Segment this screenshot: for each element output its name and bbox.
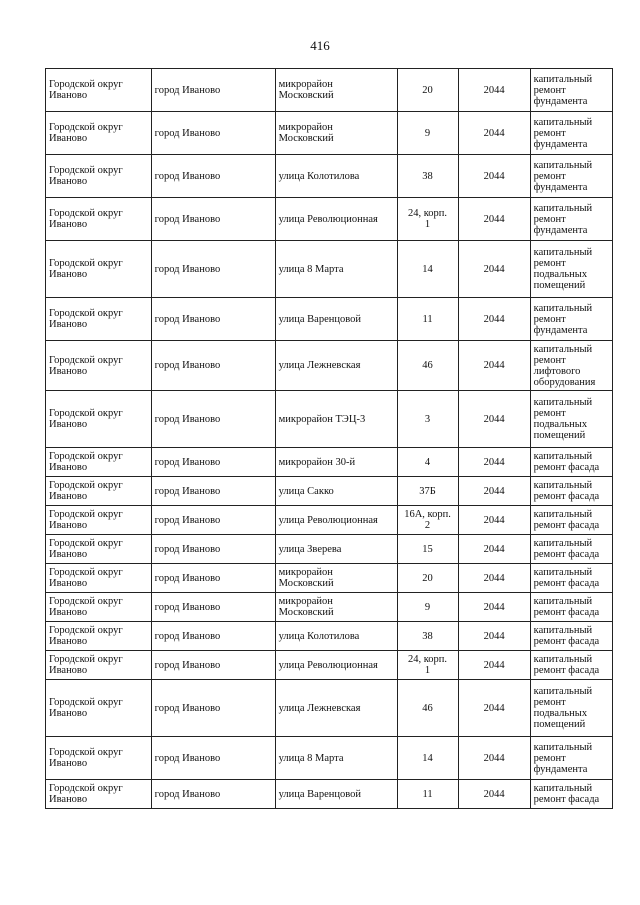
house-number-cell-text: 46: [422, 360, 433, 371]
year-cell: [458, 69, 530, 112]
table-row: [46, 341, 613, 391]
house-number-cell-text: 37Б: [419, 485, 436, 497]
street-cell-text: микрорайон Московский: [278, 567, 334, 589]
city-cell: [151, 391, 275, 448]
year-cell: [458, 391, 530, 448]
municipality-cell-text: Городской округ Иваново: [49, 538, 123, 560]
municipality-cell: [46, 737, 152, 780]
city-cell-text: город Иваново: [154, 127, 221, 139]
municipality-cell-text: Городской округ Иваново: [49, 567, 123, 589]
house-number-cell: [397, 651, 458, 680]
city-cell: [151, 535, 275, 564]
municipality-cell-text: Городской округ Иваново: [49, 408, 123, 430]
street-cell-text: улица Революционная: [278, 213, 378, 225]
house-number-cell-text: 20: [422, 572, 433, 584]
street-cell-text: микрорайон Московский: [278, 79, 334, 101]
municipality-cell: [46, 477, 152, 506]
work-type-cell: [530, 391, 612, 448]
year-cell: [458, 593, 530, 622]
work-type-cell-text: капитальный ремонт подвальных помещений: [533, 686, 593, 730]
year-cell-text: 2044: [483, 601, 505, 613]
city-cell: [151, 477, 275, 506]
house-number-cell: [397, 155, 458, 198]
city-cell-text: город Иваново: [154, 514, 221, 526]
city-cell-text: город Иваново: [154, 485, 221, 497]
work-type-cell-text: капитальный ремонт лифтового оборудования: [533, 343, 596, 388]
street-cell-text: микрорайон Московский: [278, 596, 334, 618]
city-cell-text: город Иваново: [154, 543, 221, 555]
city-cell: [151, 298, 275, 341]
year-cell: [458, 112, 530, 155]
street-cell: [275, 622, 397, 651]
house-number-cell-text: 16А, корп. 2: [404, 509, 451, 531]
year-cell: [458, 448, 530, 477]
street-cell-text: улица Революционная: [278, 659, 378, 671]
year-cell: [458, 651, 530, 680]
work-type-cell-text: капитальный ремонт фасада: [533, 538, 600, 560]
work-type-cell-text: капитальный ремонт фундамента: [533, 741, 593, 775]
house-number-cell: [397, 298, 458, 341]
work-type-cell-text: капитальный ремонт фасада: [533, 480, 600, 502]
municipality-cell-text: Городской округ Иваново: [49, 165, 123, 187]
municipality-cell-text: Городской округ Иваново: [49, 354, 123, 377]
year-cell-text: 2044: [483, 360, 505, 371]
street-cell: [275, 241, 397, 298]
work-type-cell-text: капитальный ремонт фундамента: [533, 116, 593, 150]
table-row: [46, 391, 613, 448]
municipality-cell: [46, 341, 152, 391]
street-cell: [275, 780, 397, 809]
registry-table-body: [46, 69, 613, 809]
street-cell-text: микрорайон ТЭЦ-3: [278, 413, 366, 425]
year-cell: [458, 737, 530, 780]
city-cell: [151, 448, 275, 477]
work-type-cell: [530, 198, 612, 241]
municipality-cell-text: Городской округ Иваново: [49, 258, 123, 280]
municipality-cell-text: Городской округ Иваново: [49, 208, 123, 230]
street-cell-text: улица 8 Марта: [278, 263, 344, 275]
municipality-cell-text: Городской округ Иваново: [49, 654, 123, 676]
street-cell-text: улица Варенцовой: [278, 788, 361, 800]
street-cell: [275, 680, 397, 737]
city-cell-text: город Иваново: [154, 788, 221, 800]
house-number-cell-text: 46: [422, 702, 433, 714]
year-cell-text: 2044: [483, 485, 505, 497]
street-cell: [275, 448, 397, 477]
municipality-cell-text: Городской округ Иваново: [49, 625, 123, 647]
work-type-cell: [530, 241, 612, 298]
city-cell-text: город Иваново: [154, 413, 221, 425]
house-number-cell: [397, 69, 458, 112]
house-number-cell: [397, 198, 458, 241]
street-cell-text: улица Зверева: [278, 543, 342, 555]
house-number-cell-text: 15: [422, 543, 433, 555]
city-cell-text: город Иваново: [154, 456, 221, 468]
year-cell-text: 2044: [483, 84, 505, 96]
work-type-cell: [530, 112, 612, 155]
year-cell: [458, 535, 530, 564]
table-row: [46, 506, 613, 535]
house-number-cell: [397, 391, 458, 448]
house-number-cell: [397, 241, 458, 298]
municipality-cell: [46, 448, 152, 477]
work-type-cell-text: капитальный ремонт подвальных помещений: [533, 397, 593, 441]
table-row: [46, 651, 613, 680]
municipality-cell-text: Городской округ Иваново: [49, 596, 123, 618]
work-type-cell: [530, 341, 612, 391]
year-cell: [458, 506, 530, 535]
year-cell-text: 2044: [483, 456, 505, 468]
city-cell: [151, 564, 275, 593]
street-cell: [275, 506, 397, 535]
street-cell: [275, 535, 397, 564]
street-cell: [275, 477, 397, 506]
municipality-cell-text: Городской округ Иваново: [49, 122, 123, 144]
street-cell: [275, 593, 397, 622]
street-cell-text: улица 8 Марта: [278, 752, 344, 764]
work-type-cell: [530, 737, 612, 780]
street-cell: [275, 651, 397, 680]
year-cell-text: 2044: [483, 313, 505, 325]
work-type-cell-text: капитальный ремонт фасада: [533, 625, 600, 647]
house-number-cell: [397, 680, 458, 737]
city-cell: [151, 241, 275, 298]
work-type-cell: [530, 780, 612, 809]
year-cell: [458, 622, 530, 651]
street-cell-text: улица Лежневская: [278, 702, 361, 714]
house-number-cell-text: 20: [422, 84, 433, 96]
city-cell-text: город Иваново: [154, 702, 221, 714]
municipality-cell-text: Городской округ Иваново: [49, 509, 123, 531]
registry-table: [45, 68, 613, 809]
street-cell: [275, 155, 397, 198]
city-cell: [151, 651, 275, 680]
table-row: [46, 477, 613, 506]
year-cell-text: 2044: [483, 127, 505, 139]
work-type-cell-text: капитальный ремонт фасада: [533, 783, 600, 805]
house-number-cell: [397, 593, 458, 622]
table-row: [46, 198, 613, 241]
work-type-cell-text: капитальный ремонт фасада: [533, 596, 600, 618]
city-cell: [151, 341, 275, 391]
municipality-cell: [46, 535, 152, 564]
year-cell-text: 2044: [483, 572, 505, 584]
street-cell-text: улица Варенцовой: [278, 313, 361, 325]
house-number-cell-text: 24, корп. 1: [407, 654, 448, 676]
city-cell: [151, 155, 275, 198]
municipality-cell: [46, 506, 152, 535]
work-type-cell-text: капитальный ремонт фасада: [533, 654, 600, 676]
work-type-cell: [530, 651, 612, 680]
house-number-cell-text: 11: [422, 788, 433, 800]
city-cell-text: город Иваново: [154, 84, 221, 96]
year-cell-text: 2044: [483, 702, 505, 714]
house-number-cell: [397, 477, 458, 506]
work-type-cell: [530, 155, 612, 198]
house-number-cell: [397, 448, 458, 477]
year-cell: [458, 564, 530, 593]
house-number-cell-text: 14: [422, 752, 433, 764]
municipality-cell: [46, 155, 152, 198]
city-cell-text: город Иваново: [154, 263, 221, 275]
work-type-cell-text: капитальный ремонт фасада: [533, 451, 600, 473]
house-number-cell: [397, 341, 458, 391]
city-cell: [151, 69, 275, 112]
municipality-cell-text: Городской округ Иваново: [49, 451, 123, 473]
municipality-cell-text: Городской округ Иваново: [49, 697, 123, 719]
city-cell-text: город Иваново: [154, 360, 221, 371]
work-type-cell: [530, 298, 612, 341]
house-number-cell: [397, 535, 458, 564]
table-row: [46, 448, 613, 477]
street-cell-text: улица Сакко: [278, 485, 334, 497]
street-cell-text: улица Революционная: [278, 514, 378, 526]
work-type-cell-text: капитальный ремонт фундамента: [533, 73, 593, 107]
city-cell: [151, 622, 275, 651]
year-cell: [458, 341, 530, 391]
work-type-cell-text: капитальный ремонт фасада: [533, 509, 600, 531]
municipality-cell-text: Городской округ Иваново: [49, 783, 123, 805]
city-cell-text: город Иваново: [154, 630, 221, 642]
city-cell: [151, 680, 275, 737]
city-cell: [151, 593, 275, 622]
page-number: 416: [310, 38, 330, 53]
year-cell-text: 2044: [483, 659, 505, 671]
year-cell-text: 2044: [483, 263, 505, 275]
city-cell: [151, 506, 275, 535]
house-number-cell-text: 4: [424, 456, 431, 468]
year-cell: [458, 241, 530, 298]
street-cell: [275, 564, 397, 593]
street-cell: [275, 298, 397, 341]
work-type-cell: [530, 506, 612, 535]
municipality-cell: [46, 298, 152, 341]
municipality-cell: [46, 198, 152, 241]
year-cell-text: 2044: [483, 170, 505, 182]
municipality-cell-text: Городской округ Иваново: [49, 747, 123, 769]
house-number-cell-text: 38: [422, 170, 433, 182]
street-cell: [275, 737, 397, 780]
city-cell: [151, 198, 275, 241]
year-cell-text: 2044: [483, 543, 505, 555]
street-cell: [275, 341, 397, 391]
municipality-cell: [46, 593, 152, 622]
street-cell: [275, 112, 397, 155]
municipality-cell: [46, 69, 152, 112]
municipality-cell: [46, 112, 152, 155]
work-type-cell: [530, 448, 612, 477]
municipality-cell-text: Городской округ Иваново: [49, 480, 123, 502]
year-cell: [458, 298, 530, 341]
municipality-cell-text: Городской округ Иваново: [49, 79, 123, 101]
house-number-cell: [397, 564, 458, 593]
year-cell: [458, 155, 530, 198]
table-row: [46, 155, 613, 198]
house-number-cell: [397, 780, 458, 809]
year-cell-text: 2044: [483, 752, 505, 764]
city-cell: [151, 737, 275, 780]
work-type-cell: [530, 69, 612, 112]
year-cell: [458, 477, 530, 506]
house-number-cell-text: 24, корп. 1: [407, 208, 448, 230]
year-cell-text: 2044: [483, 514, 505, 526]
street-cell-text: улица Колотилова: [278, 630, 360, 642]
house-number-cell: [397, 622, 458, 651]
city-cell: [151, 780, 275, 809]
street-cell-text: улица Лежневская: [278, 360, 361, 371]
table-row: [46, 112, 613, 155]
year-cell-text: 2044: [483, 413, 505, 425]
year-cell: [458, 198, 530, 241]
year-cell-text: 2044: [483, 213, 505, 225]
municipality-cell-text: Городской округ Иваново: [49, 308, 123, 330]
city-cell-text: город Иваново: [154, 313, 221, 325]
work-type-cell-text: капитальный ремонт фасада: [533, 567, 600, 589]
table-row: [46, 564, 613, 593]
municipality-cell: [46, 780, 152, 809]
municipality-cell: [46, 651, 152, 680]
city-cell-text: город Иваново: [154, 601, 221, 613]
house-number-cell: [397, 737, 458, 780]
table-row: [46, 241, 613, 298]
table-row: [46, 737, 613, 780]
work-type-cell: [530, 535, 612, 564]
table-row: [46, 680, 613, 737]
work-type-cell: [530, 477, 612, 506]
work-type-cell-text: капитальный ремонт подвальных помещений: [533, 247, 593, 291]
house-number-cell-text: 14: [422, 263, 433, 275]
street-cell-text: улица Колотилова: [278, 170, 360, 182]
work-type-cell-text: капитальный ремонт фундамента: [533, 302, 593, 336]
city-cell-text: город Иваново: [154, 170, 221, 182]
work-type-cell: [530, 680, 612, 737]
work-type-cell: [530, 564, 612, 593]
year-cell-text: 2044: [483, 788, 505, 800]
house-number-cell: [397, 506, 458, 535]
table-row: [46, 69, 613, 112]
house-number-cell-text: 3: [424, 413, 431, 425]
year-cell: [458, 780, 530, 809]
table-row: [46, 593, 613, 622]
street-cell: [275, 391, 397, 448]
street-cell: [275, 198, 397, 241]
municipality-cell: [46, 680, 152, 737]
city-cell-text: город Иваново: [154, 213, 221, 225]
street-cell-text: микрорайон 30-й: [278, 456, 356, 468]
municipality-cell: [46, 564, 152, 593]
house-number-cell-text: 9: [424, 127, 431, 139]
year-cell: [458, 680, 530, 737]
house-number-cell-text: 38: [422, 630, 433, 642]
street-cell: [275, 69, 397, 112]
house-number-cell-text: 9: [424, 601, 431, 613]
municipality-cell: [46, 391, 152, 448]
work-type-cell: [530, 593, 612, 622]
table-row: [46, 780, 613, 809]
work-type-cell: [530, 622, 612, 651]
city-cell-text: город Иваново: [154, 659, 221, 671]
table-row: [46, 535, 613, 564]
work-type-cell-text: капитальный ремонт фундамента: [533, 202, 593, 236]
table-row: [46, 622, 613, 651]
municipality-cell: [46, 622, 152, 651]
house-number-cell-text: 11: [422, 313, 433, 325]
house-number-cell: [397, 112, 458, 155]
city-cell-text: город Иваново: [154, 572, 221, 584]
city-cell-text: город Иваново: [154, 752, 221, 764]
work-type-cell-text: капитальный ремонт фундамента: [533, 159, 593, 193]
municipality-cell: [46, 241, 152, 298]
street-cell-text: микрорайон Московский: [278, 122, 334, 144]
year-cell-text: 2044: [483, 630, 505, 642]
city-cell: [151, 112, 275, 155]
table-row: [46, 298, 613, 341]
